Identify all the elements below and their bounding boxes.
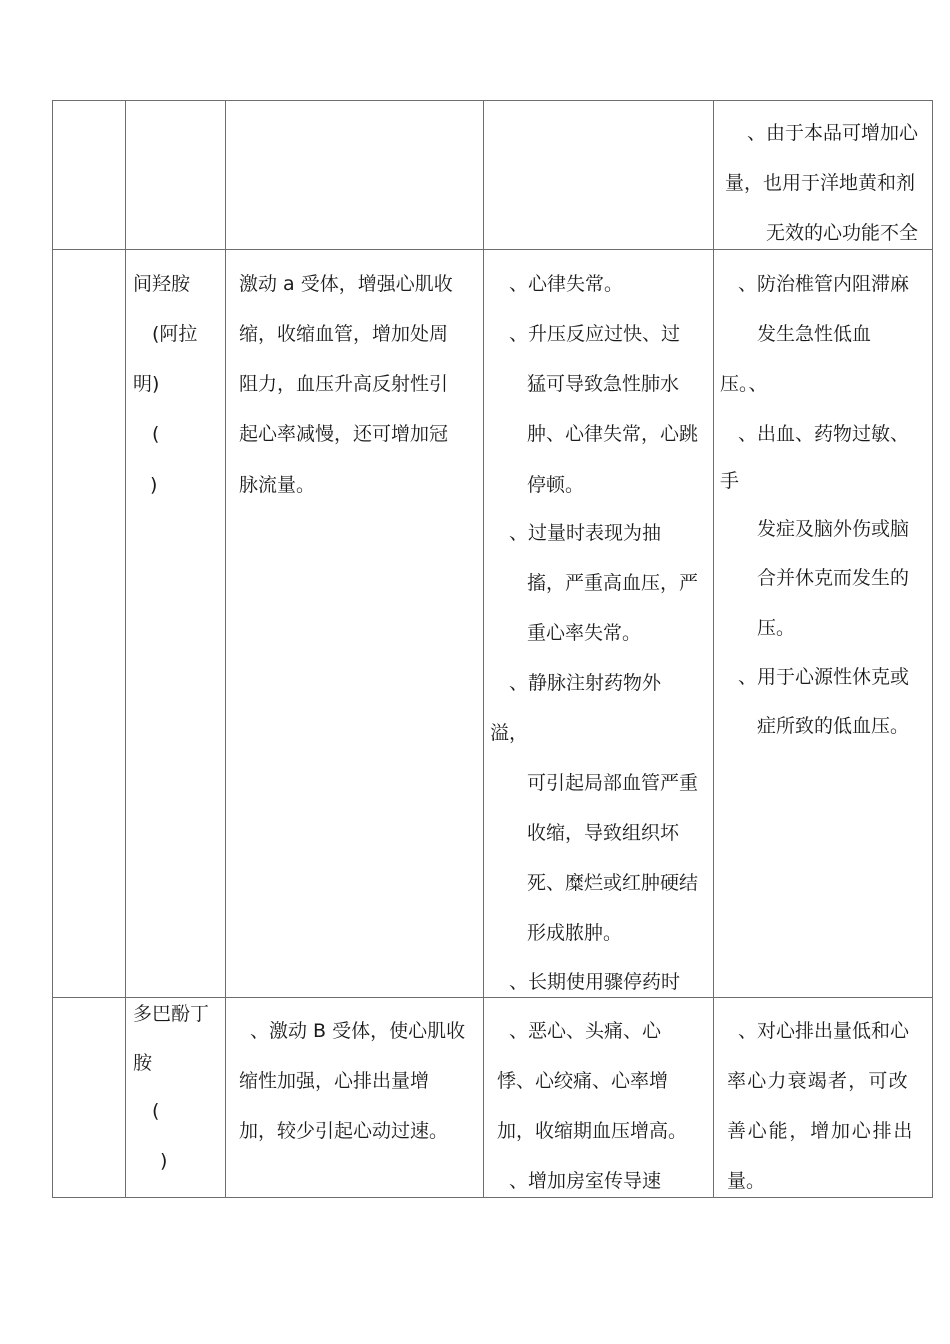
table-border-left [52,100,53,1198]
indications-line: 发症及脑外伤或脑 [757,518,910,540]
mechanism-line: 阻力，血压升高反射性引 [239,373,449,395]
indications-line: 压。、 [720,373,768,395]
adverse-line: 肿、心律失常，心跳 [527,423,699,445]
indications-line: 、出血、药物过敏、 [738,423,910,445]
adverse-line: 、过量时表现为抽 [509,522,662,544]
adverse-line: 、心律失常。 [509,273,624,295]
drug-name-line: 间羟胺 [133,273,191,295]
indications-line: 量，也用于洋地黄和剂 [725,172,916,194]
column-divider [225,100,226,1198]
indications-line: 、用于心源性休克或 [738,666,910,688]
adverse-line: 形成脓肿。 [527,922,623,944]
table-border-bottom [52,1197,933,1198]
drug-name-line: ) [160,1150,168,1172]
adverse-line: 、静脉注射药物外 [509,672,662,694]
table-border-top [52,100,933,101]
indications-line: 症所致的低血压。 [757,715,910,737]
column-divider [713,100,714,1198]
adverse-line: 可引起局部血管严重 [527,772,699,794]
drug-name-line: 胺 [133,1052,153,1074]
adverse-line: 收缩，导致组织坏 [527,822,680,844]
adverse-line: 停顿。 [527,474,585,496]
indications-line: 量。 [727,1170,766,1192]
mechanism-line: 激动 a 受体，增强心肌收 [239,273,453,295]
mechanism-line: 、激动 B 受体，使心肌收 [250,1020,466,1042]
mechanism-line: 缩性加强，心排出量增 [239,1070,430,1092]
indications-line: 手 [720,470,740,492]
drug-name-line: 明) [133,373,160,395]
mechanism-line: 脉流量。 [239,474,316,496]
indications-line: 、防治椎管内阻滞麻 [738,273,910,295]
indications-line: 发生急性低血 [757,323,872,345]
drug-name-line: (阿拉 [152,323,198,345]
drug-name-line: 多巴酚丁 [133,1003,210,1025]
column-divider [125,100,126,1198]
adverse-line: 、增加房室传导速 [509,1170,662,1192]
indications-line: 压。 [757,617,796,639]
drug-name-line: ) [150,474,158,496]
indications-line: 合并休克而发生的 [757,567,910,589]
column-divider [483,100,484,1198]
indications-line: 善心能，增加心排出 [727,1120,915,1142]
mechanism-line: 加，较少引起心动过速。 [239,1120,449,1142]
adverse-line: 悸、心绞痛、心率增 [497,1070,669,1092]
row-divider [52,249,933,250]
adverse-line: 猛可导致急性肺水 [527,373,680,395]
indications-line: 率心力衰竭者，可改 [727,1070,909,1092]
adverse-line: 加，收缩期血压增高。 [497,1120,688,1142]
indications-line: 无效的心功能不全 [766,222,919,244]
indications-line: 、对心排出量低和心 [738,1020,910,1042]
adverse-line: 、恶心、头痛、心 [509,1020,662,1042]
adverse-line: 死、糜烂或红肿硬结 [527,872,699,894]
table-border-right [932,100,933,1198]
mechanism-line: 起心率减慢，还可增加冠 [239,423,449,445]
drug-name-line: ( [152,1100,160,1122]
drug-name-line: ( [152,423,160,445]
adverse-line: 溢， [490,722,529,744]
indications-line: 、由于本品可增加心 [747,122,919,144]
adverse-line: 、升压反应过快、过 [509,323,681,345]
mechanism-line: 缩，收缩血管，增加处周 [239,323,449,345]
adverse-line: 搐，严重高血压，严 [527,572,699,594]
row-divider [52,997,933,998]
adverse-line: 重心率失常。 [527,622,642,644]
adverse-line: 、长期使用骤停药时 [509,971,681,993]
